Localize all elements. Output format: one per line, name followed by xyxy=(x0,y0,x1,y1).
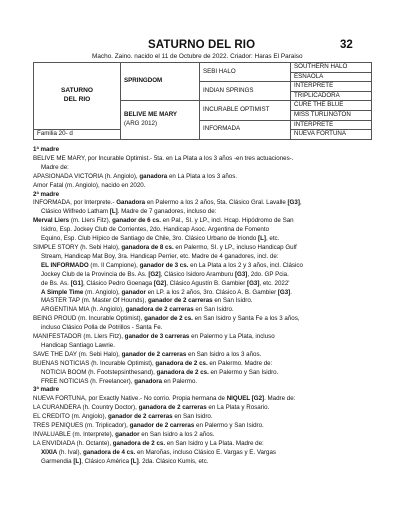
record-text: en San Isidro a los 2 años. xyxy=(139,431,215,438)
record-text: de Bs. As. xyxy=(41,279,71,287)
record-bold-text: [L] xyxy=(73,457,82,465)
pedigree-gen3-7: INTERPRETE xyxy=(291,120,372,130)
record-bold-text: [L] xyxy=(258,235,266,243)
record-line xyxy=(33,351,383,360)
record-text: incluso Clásico Polla de Potrillos - Santa Fe. xyxy=(41,324,163,332)
pedigree-gen3-6: MISS TURLINGTON xyxy=(291,110,372,120)
record-line xyxy=(33,422,383,431)
pedigree-dam-year: (ARG 2012) xyxy=(124,120,158,128)
record-text: BELIVE ME MARY, por Incurable Optimist.- 5ta. en La Plata a los 3 años -en tres actuaciones-. xyxy=(33,154,294,162)
record-text: SIMPLE STORY (h. Sebi Halo), xyxy=(33,243,122,251)
pedigree-gen3-1: SOUTHERN HALO xyxy=(291,63,372,73)
record-bold-text: ganadora de 2 cs. xyxy=(112,439,166,447)
record-text: en Palermo. xyxy=(162,377,198,385)
record-bold-text: [L] xyxy=(130,457,139,465)
record-line xyxy=(33,297,383,306)
record-line xyxy=(33,369,383,378)
record-line xyxy=(33,253,383,262)
record-line xyxy=(33,217,383,226)
record-line xyxy=(33,431,383,440)
record-bold-text: NIQUEL [G2] xyxy=(226,395,265,403)
record-text: en San Isidro. xyxy=(193,306,234,314)
pedigree-horse-cell xyxy=(34,63,121,130)
record-text: Stream, Handicap Mat Boy, 3ra. Handicap Perrier, etc. Madre de 4 ganadores, incl. de: xyxy=(41,252,279,260)
record-line xyxy=(33,413,383,422)
record-text: . 2da. Clásico Kumis, etc. xyxy=(138,457,209,465)
record-bold-text: ganadora de 2 carreras xyxy=(125,306,194,314)
record-text: , Clásico Pedro Goenaga xyxy=(82,279,154,287)
record-bold-text: XIXIA xyxy=(41,448,58,456)
record-bold-text: [L] xyxy=(109,208,118,216)
record-text: APASIONADA VICTORIA (h. Angiolo), xyxy=(33,172,140,180)
record-text: NUEVA FORTUNA, por Exactly Native.- No corrio. Propia hermana de xyxy=(33,395,227,403)
lot-number: 32 xyxy=(340,39,353,51)
pedigree-horse-name-line1: SATURNO xyxy=(60,87,94,95)
record-text: Jockey Club de la Provincia de Bs. As. xyxy=(41,270,149,278)
record-line xyxy=(33,235,383,244)
record-text: en Palermo a los 2 años, 5ta. Clásico Gral. Lavalle xyxy=(145,199,288,207)
pedigree-family: Familia 20- d xyxy=(34,130,121,140)
record-text: en San Isidro a los 3 años. xyxy=(186,350,262,358)
record-text: (m. Llers Fitz), xyxy=(69,217,113,225)
record-bold-text: [G3] xyxy=(234,270,248,278)
record-line xyxy=(33,360,383,369)
record-text: LA ENVIDIADA (h. Octante), xyxy=(33,439,113,447)
record-line xyxy=(33,226,383,235)
record-line xyxy=(33,208,383,217)
pedigree-dam-cell xyxy=(121,101,200,139)
record-text: LA CURANDERA (h. Country Doctor), xyxy=(33,404,139,412)
record-bold-text: ganadora de 4 cs. xyxy=(82,448,136,456)
record-bold-text: Ganadora xyxy=(116,199,146,207)
record-text: en Pal., SI. y LP., incl. Hcap. Hipódromo de San xyxy=(160,217,294,225)
record-bold-text: EL INFORMADO xyxy=(41,261,89,269)
record-text: Garmendia xyxy=(41,457,74,465)
record-line xyxy=(33,378,383,387)
record-text: , etc. xyxy=(265,235,280,243)
record-text: MASTER TAP (m. Master Of Hounds), xyxy=(41,297,148,305)
record-bold-text: A Simple Time xyxy=(41,288,84,296)
pedigree-dam-dam: INFORMADA xyxy=(200,120,291,139)
pedigree-gen3-4: TRIPLICADORA xyxy=(291,91,372,101)
record-line xyxy=(33,404,383,413)
pedigree-dam: BELIVE ME MARY xyxy=(124,111,178,119)
record-line xyxy=(33,191,383,200)
record-line xyxy=(33,440,383,449)
pedigree-gen3-2: ESNAOLA xyxy=(291,72,372,82)
record-text: en La Plata a los 3 años. xyxy=(167,172,238,180)
record-text: BEING PROUD (m. Incurable Optimist), xyxy=(33,315,145,323)
record-text: . Madre de 7 ganadores, incluso de: xyxy=(117,208,217,216)
record-text: , xyxy=(299,199,302,207)
record-text: en Maroñas, incluso Clásico E. Vargas y E. Vargas xyxy=(135,448,277,456)
record-bold-text: ganador xyxy=(115,431,140,438)
record-text: (m. Angiolo), xyxy=(83,288,122,296)
pedigree-gen3-8: NUEVA FORTUNA xyxy=(291,130,372,140)
record-line xyxy=(33,173,383,182)
record-line xyxy=(33,306,383,315)
record-bold-text: ganadora de 2 cs. xyxy=(156,368,209,376)
record-line xyxy=(33,155,383,164)
record-line xyxy=(33,146,383,155)
record-line xyxy=(33,315,383,324)
record-line xyxy=(33,342,383,351)
record-bold-text: ganador de 3 carreras xyxy=(124,333,190,341)
record-text: en San Isidro. xyxy=(172,413,213,421)
record-text: EL CREDITO (m. Angiolo), xyxy=(33,413,108,421)
record-line xyxy=(33,271,383,280)
record-line xyxy=(33,333,383,342)
record-text: NOTICIA BOOM (h. Footstepsinthesand), xyxy=(41,368,157,376)
pedigree-dam-sire: INCURABLE OPTIMIST xyxy=(200,101,291,120)
record-line xyxy=(33,262,383,271)
record-text: Amor Fatal (m. Angiolo), nacido en 2020. xyxy=(33,181,146,189)
record-bold-text: [G1] xyxy=(70,279,83,287)
record-text: en San Isidro y Santa Fe a los 3 años, xyxy=(192,315,300,323)
record-text: SAVE THE DAY (m. Sebi Halo), xyxy=(33,350,122,358)
record-line xyxy=(33,458,383,467)
record-bold-text: ganador de 2 carreras xyxy=(107,413,173,421)
record-text: (h. Ival), xyxy=(57,448,83,456)
record-text: en LP. a los 2 años, 3ro. Clásico A. B. Gambier xyxy=(145,288,278,296)
record-bold-text: Merval Liers xyxy=(33,217,70,225)
horse-name-title: SATURNO DEL RIO xyxy=(148,39,256,51)
record-text: Handicap Santiago Lawrie. xyxy=(41,341,115,349)
record-bold-text: 1ª madre xyxy=(33,146,60,153)
record-text: . Madre de: xyxy=(264,395,296,403)
record-text: BUENAS NOTICIAS (h. Incurable Optimist), xyxy=(33,359,156,367)
record-line xyxy=(33,324,383,333)
record-text: ARGENTINA MIA (h. Angiolo), xyxy=(41,306,126,314)
pedigree-sire-sire: SEBI HALO xyxy=(200,63,291,82)
record-line xyxy=(33,244,383,253)
record-bold-text: ganadora xyxy=(139,172,168,180)
pedigree-gen3-5: CURE THE BLUE xyxy=(291,101,372,111)
record-bold-text: [G2] xyxy=(153,279,167,287)
record-line xyxy=(33,280,383,289)
record-text: MANIFESTADOR (m. Llers Fitz), xyxy=(33,333,125,341)
pedigree-table xyxy=(33,62,372,140)
record-text: en Palermo y La Plata, incluso xyxy=(189,333,275,341)
horse-description: Macho. Zaino. nacido el 11 de Octubre de 2022. Criador: Haras El Paraiso xyxy=(92,53,303,60)
record-line xyxy=(33,289,383,298)
record-text: Clásico Wilfredo Latham xyxy=(41,208,110,216)
record-text: , Clásico América xyxy=(81,457,131,465)
record-bold-text: [G2] xyxy=(148,270,161,278)
record-bold-text: ganador de 6 cs. xyxy=(112,217,161,225)
record-text: en Palermo y San Isidro. xyxy=(208,368,279,376)
pedigree-sire: SPRINGDOM xyxy=(121,63,200,101)
record-bold-text: [G3] xyxy=(247,279,260,287)
record-line xyxy=(33,182,383,191)
record-bold-text: ganador de 2 carreras xyxy=(121,350,187,358)
record-text: en La Plata y Rosario. xyxy=(206,404,270,412)
record-text: , Clásico Isidoro Aramburu xyxy=(160,270,235,278)
record-text: FREE NOTICIAS (h. Freelancer), xyxy=(41,377,135,385)
record-bold-text: ganadora xyxy=(134,377,163,385)
record-bold-text: [G3] xyxy=(287,199,300,207)
record-text: , etc. 2022' xyxy=(259,279,290,287)
record-text: TRES PENIQUES (m. Triplicador), xyxy=(33,422,130,430)
pedigree-horse-name-line2: DEL RIO xyxy=(63,96,91,104)
pedigree-gen3-3: INTERPRETE xyxy=(291,82,372,92)
record-bold-text: 3ª madre xyxy=(33,386,60,394)
record-text: , 2do. GP Pcia. xyxy=(247,270,289,278)
record-text: (m. Il Campione), xyxy=(88,261,140,269)
record-text: en Palermo, SI. y LP., incluso Handicap Gulf xyxy=(173,243,297,251)
produce-record-text xyxy=(33,146,383,467)
record-bold-text: ganadora de 8 cs. xyxy=(121,243,174,251)
record-text: en Palermo. Madre de: xyxy=(207,359,273,367)
record-text: , Clásico Agustín B. Gambier xyxy=(166,279,248,287)
record-bold-text: ganador de 3 cs. xyxy=(139,261,189,269)
record-text: en Palermo y San Isidro. xyxy=(194,422,264,430)
pedigree-sire-dam: INDIAN SPRINGS xyxy=(200,82,291,101)
record-text: Isidro, Esp. Jockey Club de Corrientes, 2do. Handicap Asoc. Argentina de Fomento xyxy=(41,226,270,234)
record-line xyxy=(33,164,383,173)
record-bold-text: ganador xyxy=(121,288,146,296)
record-bold-text: ganador de 2 carreras xyxy=(147,297,213,305)
record-text: en La Plata a los 2 y 3 años, incl. Clásico xyxy=(188,261,303,269)
record-text: INVALUABLE (m. Interprete), xyxy=(33,431,116,438)
record-bold-text: 2ª madre xyxy=(33,190,60,198)
record-bold-text: ganador de 2 cs. xyxy=(144,315,193,323)
record-bold-text: ganadora de 2 cs. xyxy=(155,359,208,367)
record-bold-text: ganador de 2 carreras xyxy=(129,422,195,430)
record-text: Madre de: xyxy=(41,163,69,171)
record-line xyxy=(33,386,383,395)
record-text: . xyxy=(290,288,292,296)
record-text: Equino, Esp. Club Hípico de Santiago de Chile, 3ro. Clásico Urbano de Iriondo xyxy=(41,235,259,243)
record-text: en San Isidro y La Plata. Madre de: xyxy=(165,439,264,447)
record-text: INFORMADA, por Interprete.- xyxy=(33,199,117,207)
record-line xyxy=(33,199,383,208)
record-line xyxy=(33,449,383,458)
record-line xyxy=(33,395,383,404)
record-bold-text: [G3] xyxy=(277,288,291,296)
record-bold-text: ganadora de 2 carreras xyxy=(138,404,207,412)
record-text: en San Isidro. xyxy=(212,297,253,305)
